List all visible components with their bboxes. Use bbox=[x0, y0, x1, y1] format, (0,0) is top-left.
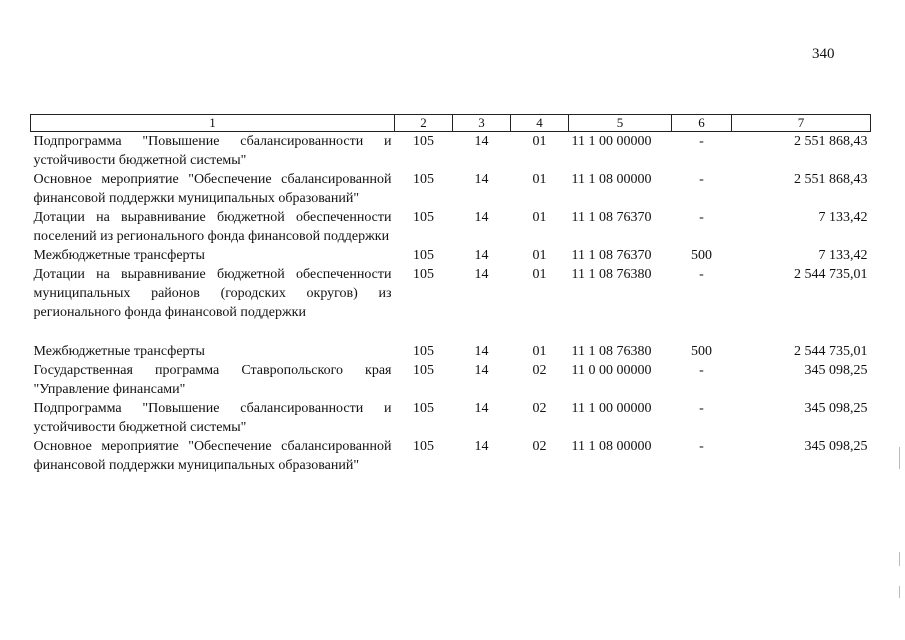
row-code-3: 14 bbox=[474, 210, 489, 225]
table-row bbox=[31, 132, 871, 171]
budget-table bbox=[30, 114, 871, 475]
row-amount: 345 098,25 bbox=[804, 363, 868, 378]
table-row bbox=[31, 437, 871, 475]
row-code-4: 01 bbox=[532, 172, 547, 187]
spacer-row bbox=[31, 322, 871, 342]
scan-mark bbox=[899, 552, 900, 566]
row-amount: 2 551 868,43 bbox=[794, 172, 868, 187]
row-code-6: - bbox=[699, 134, 704, 149]
row-code-3: 14 bbox=[474, 248, 489, 263]
header-row bbox=[31, 115, 871, 132]
column-header-4: 4 bbox=[511, 115, 569, 132]
spacer-cell bbox=[31, 322, 871, 342]
row-code-2: 105 bbox=[413, 439, 434, 454]
row-code-4: 02 bbox=[532, 401, 547, 416]
column-header-2: 2 bbox=[395, 115, 453, 132]
row-name: Подпрограмма "Повышение сбалансированности и устойчивости бюджетной системы" bbox=[33, 134, 392, 168]
row-name: Подпрограмма "Повышение сбалансированности и устойчивости бюджетной системы" bbox=[33, 401, 392, 435]
row-code-3: 14 bbox=[474, 363, 489, 378]
row-amount: 7 133,42 bbox=[818, 248, 868, 263]
row-name: Дотации на выравнивание бюджетной обеспеченности муниципальных районов (городских округов) из регионального фонда финансовой поддержки bbox=[33, 267, 392, 320]
scan-mark bbox=[899, 447, 900, 469]
row-name: Межбюджетные трансферты bbox=[33, 248, 205, 263]
row-code-6: 500 bbox=[691, 344, 712, 359]
page-number: 340 bbox=[812, 46, 835, 62]
row-code-6: - bbox=[699, 363, 704, 378]
table-row bbox=[31, 246, 871, 265]
row-amount: 7 133,42 bbox=[818, 210, 868, 225]
row-code-2: 105 bbox=[413, 363, 434, 378]
row-code-5: 11 1 08 76370 bbox=[571, 210, 652, 225]
row-code-5: 11 1 00 00000 bbox=[571, 134, 652, 149]
row-code-4: 01 bbox=[532, 344, 547, 359]
row-code-2: 105 bbox=[413, 134, 434, 149]
row-code-4: 02 bbox=[532, 439, 547, 454]
row-code-4: 01 bbox=[532, 267, 547, 282]
table-row bbox=[31, 399, 871, 437]
row-code-2: 105 bbox=[413, 344, 434, 359]
row-code-3: 14 bbox=[474, 401, 489, 416]
row-code-6: - bbox=[699, 172, 704, 187]
row-code-3: 14 bbox=[474, 172, 489, 187]
row-name: Основное мероприятие "Обеспечение сбалансированной финансовой поддержки муниципальных образований" bbox=[33, 439, 392, 473]
row-amount: 2 544 735,01 bbox=[794, 344, 868, 359]
row-code-5: 11 1 08 76380 bbox=[571, 267, 652, 282]
scan-mark bbox=[899, 586, 900, 598]
row-code-4: 01 bbox=[532, 134, 547, 149]
row-code-5: 11 1 08 00000 bbox=[571, 439, 652, 454]
row-code-2: 105 bbox=[413, 172, 434, 187]
row-code-6: - bbox=[699, 267, 704, 282]
row-code-2: 105 bbox=[413, 267, 434, 282]
column-header-1: 1 bbox=[31, 115, 395, 132]
row-code-5: 11 1 08 76380 bbox=[571, 344, 652, 359]
row-code-3: 14 bbox=[474, 267, 489, 282]
row-code-6: 500 bbox=[691, 248, 712, 263]
row-code-2: 105 bbox=[413, 248, 434, 263]
row-code-3: 14 bbox=[474, 344, 489, 359]
row-code-4: 02 bbox=[532, 363, 547, 378]
row-code-5: 11 0 00 00000 bbox=[571, 363, 652, 378]
table-row bbox=[31, 342, 871, 361]
row-code-4: 01 bbox=[532, 210, 547, 225]
row-name: Дотации на выравнивание бюджетной обеспеченности поселений из регионального фонда финансовой поддержки bbox=[33, 210, 392, 244]
row-code-6: - bbox=[699, 439, 704, 454]
row-code-5: 11 1 00 00000 bbox=[571, 401, 652, 416]
column-header-5: 5 bbox=[569, 115, 672, 132]
row-code-5: 11 1 08 76370 bbox=[571, 248, 652, 263]
row-code-2: 105 bbox=[413, 401, 434, 416]
row-code-6: - bbox=[699, 401, 704, 416]
row-code-2: 105 bbox=[413, 210, 434, 225]
row-amount: 345 098,25 bbox=[804, 401, 868, 416]
row-code-6: - bbox=[699, 210, 704, 225]
row-code-3: 14 bbox=[474, 439, 489, 454]
row-name: Государственная программа Ставропольского края "Управление финансами" bbox=[33, 363, 392, 397]
row-code-5: 11 1 08 00000 bbox=[571, 172, 652, 187]
column-header-7: 7 bbox=[732, 115, 871, 132]
row-amount: 345 098,25 bbox=[804, 439, 868, 454]
table-row bbox=[31, 265, 871, 322]
table-row bbox=[31, 208, 871, 246]
table-row bbox=[31, 361, 871, 399]
column-header-6: 6 bbox=[672, 115, 732, 132]
row-code-4: 01 bbox=[532, 248, 547, 263]
row-amount: 2 551 868,43 bbox=[794, 134, 868, 149]
row-amount: 2 544 735,01 bbox=[794, 267, 868, 282]
table-row bbox=[31, 170, 871, 208]
row-name: Межбюджетные трансферты bbox=[33, 344, 205, 359]
row-code-3: 14 bbox=[474, 134, 489, 149]
row-name: Основное мероприятие "Обеспечение сбалансированной финансовой поддержки муниципальных образований" bbox=[33, 172, 392, 206]
column-header-3: 3 bbox=[453, 115, 511, 132]
